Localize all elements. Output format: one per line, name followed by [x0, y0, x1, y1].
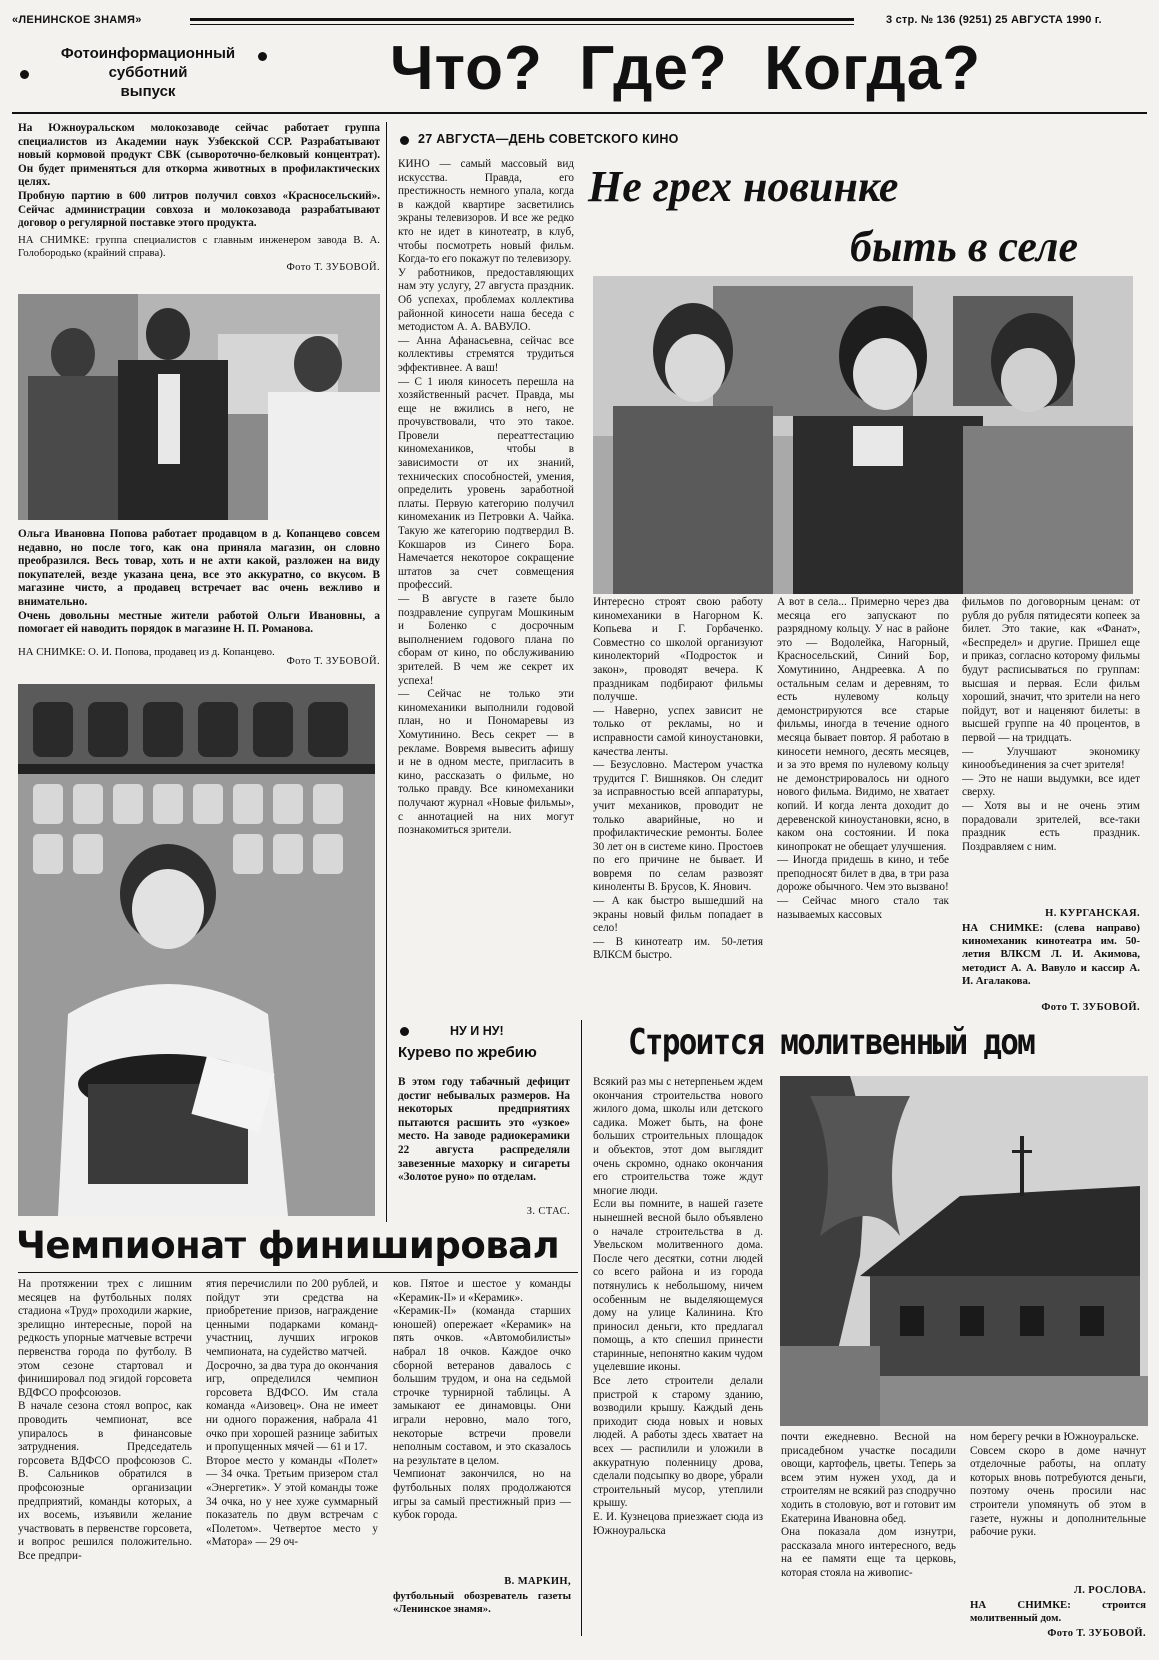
cinema-col-1: КИНО — самый массовый вид искусства. Правда, его престижность немного упала, когда в каждой квартире засветились экраны телевизоров. И все же редко кто не идет в кинотеатр, в клуб, чтобы посмотреть новый фильм. Когда-то его покажут по телевизору. У работников, предоставляющих нам эту услугу, 27 августа праздник. Об успехах, проблемах коллектива районной киносети наша беседа с методистом А. А. ВАВУЛО. — Анна Афанасьевна, сейчас все коллективы стремятся трудиться эффективнее. А ваш! — С 1 июля киносеть перешла на хозяйственный расчет. Правда, мы еще не вжились в него, не прочувствовали, что это такое. Провели переаттестацию киномехаников, чтобы в зависимости от их знаний, технических способностей, умения, определить уровень заработной платы. Первую категорию получил киномеханик из Петровки А. Чайка. Такую же категорию подтвердил В. Кокшаров из Синего Бора. Намечается некоторое сокращение штатов за счет совмещения профессий. — В августе в газете было поздравление супругам Мошкиным и Боленко с досрочным выполнением годового плана по сборам от кино, по обслуживанию зрителей. В чем же секрет их успеха! — Сейчас не только эти киномеханики выполнили годовой план, но и Пономаревы из Хомутинино. Весь секрет — в рекламе. Вовремя вывесить афишу и не в одном месте, пригласить в кино, рассказать о фильме, но только правду. Все киномеханики получают журнал «Новые фильмы», с аннотацией на них могут познакомиться зрители.	[398, 158, 574, 837]
cinema-title-line-1: Не грех новинке	[588, 162, 899, 211]
cinema-signature: Н. КУРГАНСКАЯ.	[1045, 908, 1140, 919]
cinema-title-line-2: быть в селе	[850, 222, 1078, 271]
left-column-divider	[386, 122, 387, 1222]
rubric-box	[18, 44, 278, 101]
tobacco-rubric: НУ И НУ!	[450, 1024, 504, 1038]
issue-line: 3 стр. № 136 (9251) 25 АВГУСТА 1990 г.	[886, 14, 1102, 26]
milk-plant-photo	[18, 294, 380, 520]
paper-name: «ЛЕНИНСКОЕ ЗНАМЯ»	[12, 14, 142, 26]
cinema-rubric-bullet	[400, 136, 409, 145]
tobacco-body: В этом году табачный дефицит достиг небывалых размеров. На некоторых предприятиях пытаются расшить это «узкое» место. На заводе радиокерамики 22 августа распределяли завезенные махорку и сигареты «Золотое руно» по отделам.	[398, 1076, 570, 1184]
championship-col-1: На протяжении трех с лишним месяцев на футбольных полях стадиона «Труд» проходили жаркие, зрелищно интересные, порой на редкость упорные матчевые встречи первенства города по футболу. В этом сезоне стартовал и финишировал под эгидой горсовета ВДФСО профсоюзов. В начале сезона стоял вопрос, как проводить чемпионат, все упиралось в финансовые затруднения. Председатель горсовета ВДФСО профсоюзов С. В. Сальников обратился в профсоюзные организации предприятий, команды которых, а их восемь, изъявили желание участвовать в первенстве горсовета, и вопрос решился положительно. Все предпри-	[18, 1278, 192, 1562]
tobacco-title: Курево по жребию	[398, 1044, 537, 1061]
shop-body: Ольга Ивановна Попова работает продавцом в д. Копанцево совсем недавно, но после того, как она приняла магазин, он словно преобразился. Весь товар, хоть и не ахти какой, разложен на виду покупателей, везде указана цена, все это аккуратно, со вкусом. В магазине чисто, а продавец встречает вас очень вежливо и внимательно. Очень довольны местные жители работой Ольги Ивановны, а помогает ей наводить порядок в магазине Н. П. Романова.	[18, 528, 380, 636]
cinema-caption: НА СНИМКЕ: (слева направо) киномеханик кинотеатра им. 50-летия ВЛКСМ Л. И. Акимова, методист А. А. Вавуло и кассир А. И. Агалакова.	[962, 922, 1140, 987]
championship-signature-role: футбольный обозреватель газеты «Ленинское знамя».	[393, 1590, 571, 1616]
shop-caption: НА СНИМКЕ: О. И. Попова, продавец из д. Копанцево.	[18, 646, 275, 658]
rubric-line-1: Фотоинформационный	[60, 45, 236, 62]
championship-title: Чемпионат финишировал	[16, 1224, 560, 1267]
rubric-bullet-right	[258, 52, 267, 61]
cinema-rubric: 27 АВГУСТА—ДЕНЬ СОВЕТСКОГО КИНО	[418, 132, 679, 146]
page-headline: Что? Где? Когда?	[390, 34, 982, 103]
prayer-house-title: Строится молитвенный дом	[628, 1022, 1035, 1063]
prayer-house-signature: Л. РОСЛОВА.	[1074, 1585, 1146, 1596]
milk-plant-credit: Фото Т. ЗУБОВОЙ.	[286, 262, 380, 273]
prayer-house-credit: Фото Т. ЗУБОВОЙ.	[1047, 1628, 1146, 1639]
prayer-house-col-1: Всякий раз мы с нетерпеньем ждем окончания строительства нового жилого дома, школы или детского садика. Может быть, на фоне больших строительных площадок и объектов, этот дом выглядит очень скромно, однако окончания его строительства тоже ждут многие люди. Если вы помните, в нашей газете нынешней весной было объявлено о начале строительства в д. Увельском молитвенного дома. После чего десятки, сотни людей со всего района и из города потянулись к небольшому, ничем особенным не выделяющемуся дому на улице Калинина. Кто приносил деньги, кто предлагал помощь, а кто спешил принести старинные, непонятно каким чудом уцелевшие иконы. Все лето строители делали пристрой к старому зданию, возводили крышу. Каждый день приходит сюда новых и новых людей. А работы здесь хватает на всех — распилили и уложили в аккуратную поленницу дрова, сделали подсыпку во дворе, убрали строительный мусор, утеплили крышу. Е. И. Кузнецова приезжает сюда из Южноуральска	[593, 1076, 763, 1537]
prayer-house-caption: НА СНИМКЕ: строится молитвенный дом.	[970, 1599, 1146, 1625]
cinema-col-3: А вот в села... Примерно через два месяца его запускают по разрядному кольцу. У нас в районе это — Водолейка, Нагорный, Красносельский, Синий Бор, Хомутинино, Андреевка. А по остальным селам и деревням, то есть нулевому кольцу демонстрируются все старые фильмы, иногда в течение одного месяца бывает повтор. Я работаю в киносети немного, десять месяцев, и за это время по нулевому кольцу не демонстрировалось ни одного нового фильма. Видимо, не хватает копий. И когда лента доходит до деревенской киноустановки, ясно, в каком она состоянии. И пока кинопрокат не обещает улучшения. — Иногда придешь в кино, и тебе преподносят билет в два, в три раза дороже обычного. Чем это вызвано! — Сейчас много стало так называемых кассовых	[777, 596, 949, 921]
masthead-bottom-rule	[12, 112, 1147, 114]
milk-plant-body: На Южноуральском молокозаводе сейчас работает группа специалистов из Академии наук Узбекской ССР. Разрабатывают новый кормовой продукт СВК (сывороточно-белковый концентрат). Он будет применяться для откорма животных в профилактических целях. Пробную партию в 600 литров получил совхоз «Красносельский». Сейчас администрации совхоза и молокозавода разрабатывают договор о регулярной поставке этого продукта.	[18, 122, 380, 230]
rubric-bullet-left	[20, 70, 29, 79]
masthead-rule-left-thin	[190, 24, 854, 25]
prayer-house-photo	[780, 1076, 1148, 1426]
shop-credit: Фото Т. ЗУБОВОЙ.	[286, 656, 380, 667]
championship-col-2: ятия перечислили по 200 рублей, и пойдут эти средства на приобретение призов, награждение ценными подарками команд-участниц, лучших игроков чемпионата, на судейство матчей. Досрочно, за два тура до окончания игр, определился чемпион горсовета ВДФСО. Им стала команда «Аизовец». Она не имеет ни одного поражения, набрала 41 очко при хорошей разнице забитых и пропущенных мячей — 61 и 17. Второе место у команды «Полет» — 34 очка. Третьим призером стал «Энергетик». У этой команды тоже 34 очка, но у нее хуже суммарный показатель по двум встречам с «Полетом». Четвертое место у «Матора» — 29 оч-	[206, 1278, 378, 1549]
masthead-rule-left	[190, 18, 854, 21]
prayer-divider	[581, 1076, 582, 1636]
rubric-line-3: выпуск	[120, 83, 176, 100]
tobacco-signature: З. СТАС.	[526, 1206, 570, 1217]
cinema-col-4: фильмов по договорным ценам: от рубля до рубля пятидесяти копеек за билет. Это такие, как «Фанат», «Беспредел» и другие. Пришел еще и приказ, согласно которому фильмы будут расписываться по группам: высшая и первая. Если фильм хороший, значит, что зрители на него пойдут, вот и наценяют билеты: в высшей группе на 40 процентов, в первой — на тридцать. — Улучшают экономику кинообъединения за счет зрителя! — Это не наши выдумки, все идет сверху. — Хотя вы и не очень этим порадовали зрителей, все-таки праздник есть праздник. Поздравляем с ним.	[962, 596, 1140, 853]
prayer-house-col-2: почти ежедневно. Весной на присадебном участке посадили овощи, картофель, цветы. Теперь за всем этим нужен уход, да и строителям не всякий раз сподручно ходить в столовую, вот и готовит им Екатерина Ивановна обед. Она показала дом изнутри, рассказала много интересного, ведь на ее памяти еще та церковь, которая стояла на живопис-	[781, 1431, 956, 1579]
cinema-credit: Фото Т. ЗУБОВОЙ.	[1041, 1002, 1140, 1013]
cinema-photo	[593, 276, 1133, 594]
championship-col-3: ков. Пятое и шестое у команды «Керамик-II» и «Керамик». «Керамик-II» (команда старших юношей) опережает «Керамик» на пять очков. «Автомобилисты» набрал 18 очков. Каждое очко сборной ветеранов давалось с большим трудом, и она на седьмой строчке турнирной таблицы. А замыкают ее динамовцы. Они играли неровно, мало того, некоторые встречи провели неполным составом, и это сказалось на результате в целом. Чемпионат закончился, но на футбольных полях продолжаются игры за самый престижный приз — кубок города.	[393, 1278, 571, 1522]
rubric-line-2: субботний	[108, 64, 188, 81]
milk-plant-caption: НА СНИМКЕ: группа специалистов с главным инженером завода В. А. Голобородько (крайний справа).	[18, 234, 380, 260]
championship-rule	[18, 1272, 578, 1273]
tobacco-rubric-bullet	[400, 1027, 409, 1036]
cinema-col-2: Интересно строят свою работу киномеханики в Нагорном К. Копьева и Г. Горбаченко. Совместно со школой организуют кинолекторий «Подросток и закон», проводят вечера. К праздникам подбирают фильмы получше. — Наверно, успех зависит не только от рекламы, но и исправности самой киноустановки, качества ленты. — Безусловно. Мастером участка трудится Г. Вишняков. Он следит за исправностью всей аппаратуры, учит механиков, проводит не только аварийные, но и профилактические ремонты. Более 30 лет он в системе кино. Простоев по его причине не бывает. И вовремя по селам развозят киноленты В. Брусов, К. Янович. — А как быстро вышедший на экраны новый фильм попадает в село! — В кинотеатр им. 50-летия ВЛКСМ быстро.	[593, 596, 763, 962]
prayer-house-col-3: ном берегу речки в Южноуральске. Совсем скоро в доме начнут отделочные работы, на оплату которых вновь потребуются деньги, поэтому очень просили нас строители упомянуть об этом в газете, нужны и дополнительные рабочие руки.	[970, 1431, 1146, 1539]
championship-signature: В. МАРКИН,	[504, 1576, 571, 1587]
shop-photo	[18, 684, 375, 1216]
